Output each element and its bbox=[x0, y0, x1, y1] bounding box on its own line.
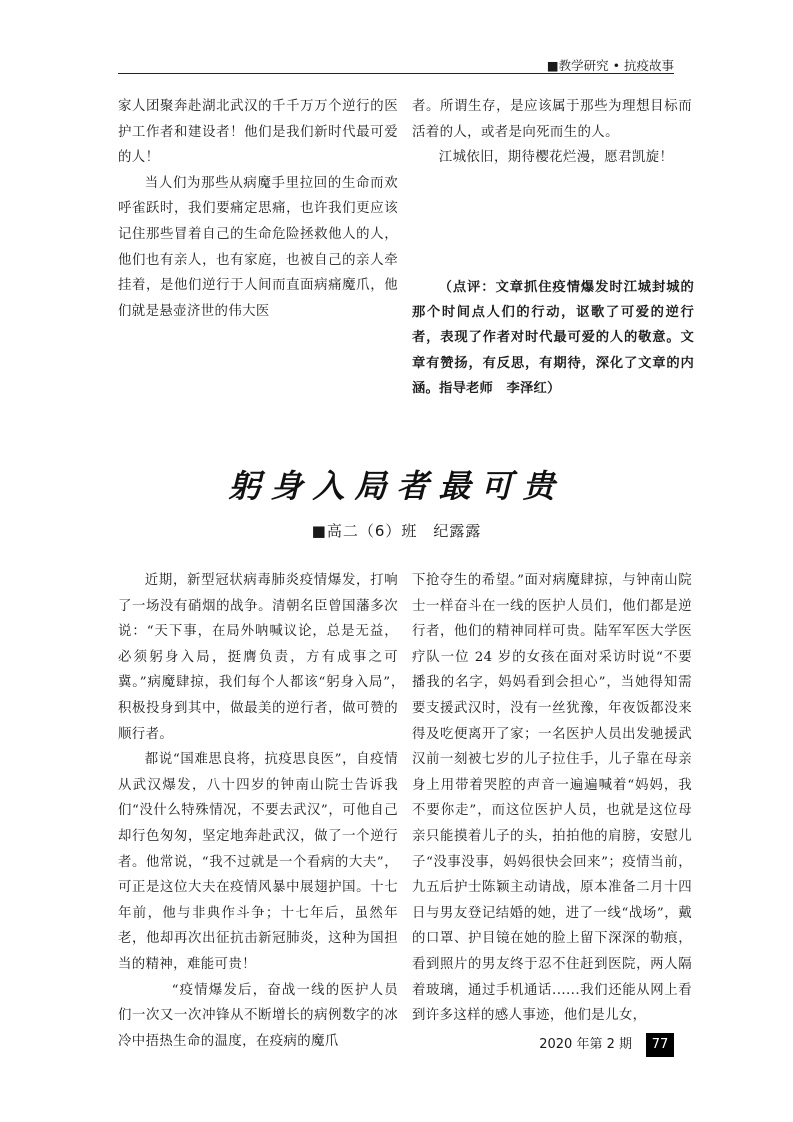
paragraph: 者。所谓生存，是应该属于那些为理想目标而活着的人，或者是向死而生的人。 bbox=[412, 99, 692, 140]
paragraph: 家人团聚奔赴湖北武汉的千千万万个逆行的医护工作者和建设者！他们是我们新时代最可爱的人！ bbox=[118, 99, 398, 166]
paragraph: “疫情爆发后，奋战一线的医护人员们一次又一次冲锋从不断增长的病例数字的冰冷中捂热生命的温度，在疫病的魔爪 bbox=[118, 982, 398, 1049]
page-number: 77 bbox=[646, 1033, 674, 1057]
running-header bbox=[118, 58, 674, 74]
article-byline: ■高二（6）班 纪露露 bbox=[311, 522, 482, 540]
previous-article-right-column bbox=[412, 94, 692, 171]
paragraph: 都说“国难思良将，抗疫思良医”，自疫情从武汉爆发，八十四岁的钟南山院士告诉我们“没什么特殊情况，不要去武汉”，可他自己却行色匆匆，坚定地奔赴武汉，做了一个逆行者。他常说，“我不过就是一个看病的大夫”，可正是这位大夫在疫情风暴中展翅护国。十七年前，他与非典作斗争；十七年后，虽然年老，他却再次出征抗击新冠肺炎，这种为国担当的精神，难能可贵！ bbox=[118, 752, 398, 972]
paragraph: 当人们为那些从病魔手里拉回的生命而欢呼雀跃时，我们要痛定思痛，也许我们更应该记住那些冒着自己的生命危险拯救他人的人，他们也有亲人，也有家庭，也被自己的亲人牵挂着，是他们逆行于人间而直面病痛魔爪，他们就是悬壶济世的伟大医 bbox=[118, 175, 398, 319]
paragraph: 近期，新型冠状病毒肺炎疫情爆发，打响了一场没有硝烟的战争。清朝名臣曾国藩多次说：“天下事，在局外呐喊议论，总是无益，必须躬身入局，挺膺负责，方有成事之可冀。”病魔肆掠，我们每个人都该“躬身入局”， 积极投身到其中，做最美的逆行者，做可赞的顺行者。 bbox=[118, 573, 412, 742]
article-left-column bbox=[118, 568, 412, 1054]
section-label: ■教学研究 • 抗疫故事 bbox=[546, 58, 674, 73]
paragraph: 江城依旧，期待樱花烂漫，愿君凯旋！ bbox=[438, 150, 674, 166]
article-title: 躬身入局者最可贵 bbox=[228, 467, 565, 505]
previous-article-left-column bbox=[118, 94, 398, 324]
header-divider bbox=[118, 73, 674, 74]
page-footer bbox=[540, 1033, 674, 1057]
paragraph: 下抢夺生的希望。”面对病魔肆掠，与钟南山院士一样奋斗在一线的医护人员们，他们都是逆行者，他们的精神同样可贵。陆军军医大学医疗队一位 24 岁的女孩在面对采访时说“不要播我的名字，妈妈看到会担心”，当她得知需要支援武汉时，没有一丝犹豫，年夜饭都没来得及吃便离开了家；一名医护人员出发驰援武汉前一刻被七岁的儿子拉住手，儿子靠在母亲身上用带着哭腔的声音一遍遍喊着“妈妈，我不要你走”，而这位医护人员，也就是这位母亲只能摸着儿子的头，拍拍他的肩膀，安慰儿子“没事没事，妈妈很快会回来”；疫情当前，九五后护士陈颖主动请战，原本准备二月十四日与男友登记结婚的她，进了一线“战场”，戴的口罩、护目镜在她的脸上留下深深的勒痕，看到照片的男友终于忍不住赶到医院，两人隔着玻璃，通过手机通话......我们还能从网上看到许多这样的感人事迹，他们是儿女， bbox=[412, 573, 692, 1024]
article-right-column bbox=[412, 568, 692, 1029]
teacher-comment: （点评：文章抓住疫情爆发时江城封城的那个时间点人们的行动，讴歌了可爱的逆行者，表现了作者对时代最可爱的人的敬意。文章有赞扬，有反思，有期待，深化了文章的内涵。指导老师 李泽红） bbox=[412, 280, 694, 396]
issue-label: 2020 年第 2 期 bbox=[539, 1037, 632, 1052]
